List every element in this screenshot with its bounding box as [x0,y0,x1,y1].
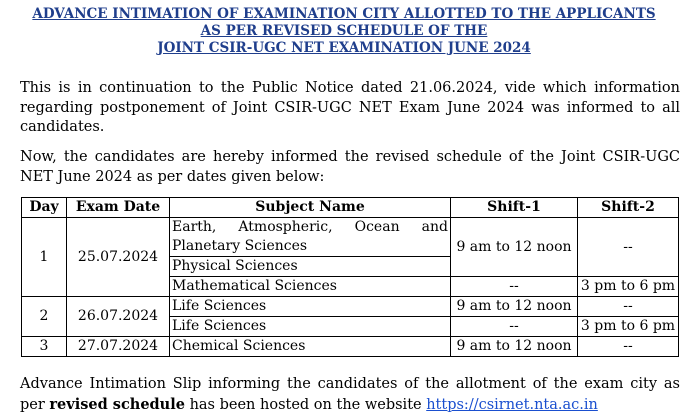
closing-text-b: has been hosted on the website [184,396,427,413]
closing-bold-text: revised schedule [49,395,185,413]
schedule-intro-paragraph: Now, the candidates are hereby informed the revised schedule of the Joint CSIR-UGC NET June 2024 as per dates given below: [20,149,680,185]
header-exam-date: Exam Date [67,198,170,218]
heading-line-2: AS PER REVISED SCHEDULE OF THE [200,23,488,39]
shift2-cell: -- [578,218,679,277]
shift1-cell: -- [451,277,578,297]
closing-paragraph [20,375,680,415]
closing-text-a: Advance Intimation Slip informing the candidates of the allotment of the exam city as per [20,376,680,413]
shift1-cell: 9 am to 12 noon [451,337,578,357]
header-subject-name: Subject Name [170,198,451,218]
date-cell: 25.07.2024 [67,218,170,297]
notice-heading [0,6,688,57]
header-day: Day [22,198,67,218]
header-shift-2: Shift-2 [578,198,679,218]
heading-line-1: ADVANCE INTIMATION OF EXAMINATION CITY ALLOTTED TO THE APPLICANTS [32,6,656,22]
shift2-cell: -- [578,297,679,317]
subject-cell: Life Sciences [170,317,451,337]
subject-cell: Mathematical Sciences [170,277,451,297]
website-link[interactable]: https://csirnet.nta.ac.in [426,396,598,413]
schedule-table [21,197,679,357]
day-cell: 3 [22,337,67,357]
date-cell: 26.07.2024 [67,297,170,337]
subject-cell: Life Sciences [170,297,451,317]
day-cell: 2 [22,297,67,337]
table-row [22,218,679,257]
shift1-cell: 9 am to 12 noon [451,297,578,317]
subject-cell: Earth, Atmospheric, Ocean and Planetary Sciences [170,218,451,257]
shift1-cell: -- [451,317,578,337]
subject-cell: Chemical Sciences [170,337,451,357]
shift2-cell: 3 pm to 6 pm [578,277,679,297]
intro-paragraph: This is in continuation to the Public Notice dated 21.06.2024, vide which information regarding postponement of Joint CSIR-UGC NET Exam June 2024 was informed to all candidates. [20,80,680,135]
table-row [22,337,679,357]
day-cell: 1 [22,218,67,297]
table-row [22,297,679,317]
header-shift-1: Shift-1 [451,198,578,218]
shift1-cell: 9 am to 12 noon [451,218,578,277]
shift2-cell: 3 pm to 6 pm [578,317,679,337]
heading-line-3: JOINT CSIR-UGC NET EXAMINATION JUNE 2024 [157,40,531,56]
date-cell: 27.07.2024 [67,337,170,357]
shift2-cell: -- [578,337,679,357]
table-header-row [22,198,679,218]
subject-cell: Physical Sciences [170,257,451,277]
